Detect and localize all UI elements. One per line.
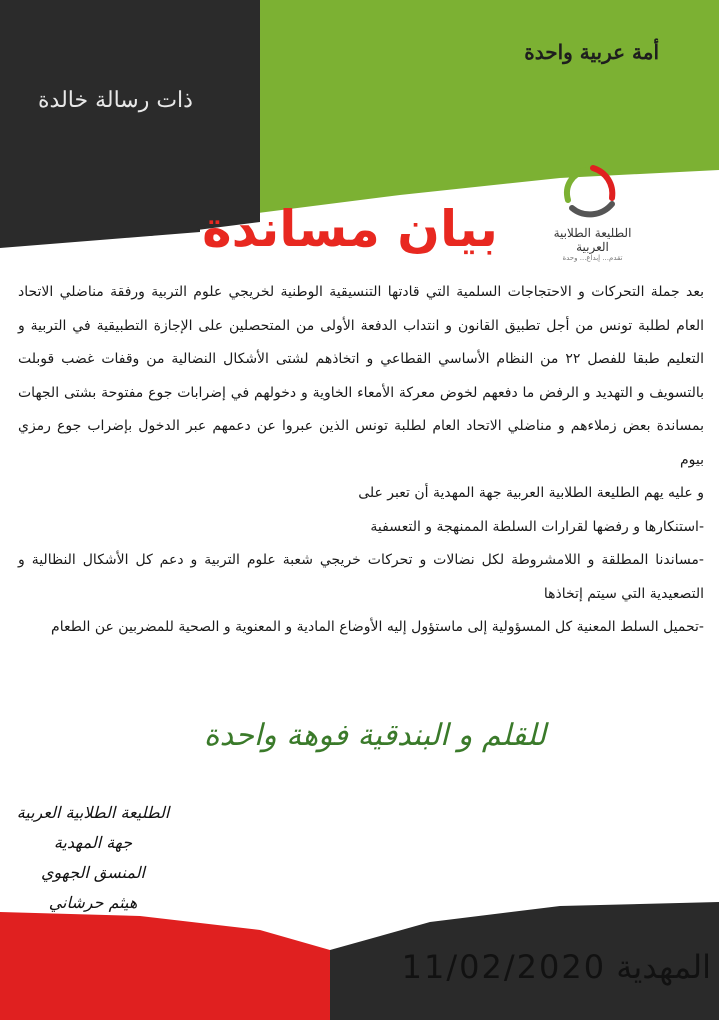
paragraph-position: و عليه يهم الطليعة الطلابية العربية جهة المهدية أن تعبر على: [358, 485, 704, 501]
slogan-arab-nation: أمة عربية واحدة: [524, 40, 659, 64]
signature-block: [3, 798, 183, 918]
signature-org: الطليعة الطلابية العربية: [16, 803, 170, 822]
footer-place-date: [384, 948, 711, 986]
statement-body: [18, 276, 704, 645]
page-title: بيان مساندة: [202, 200, 498, 258]
signature-role: المنسق الجهوي: [41, 863, 145, 882]
bottom-red-band: [0, 912, 330, 1020]
logo: [545, 162, 640, 272]
footer-date: 11/02/2020: [401, 948, 607, 986]
signature-name: هيثم حرشاني: [48, 893, 138, 912]
signature-region: جهة المهدية: [53, 833, 133, 852]
logo-name: الطليعة الطلابية العربية: [553, 226, 632, 254]
paragraph-point-3: -تحميل السلط المعنية كل المسؤولية إلى ماستؤول إليه الأوضاع المادية و المعنوية و الصحية للمضربين عن الطعام: [51, 619, 704, 635]
logo-emblem-icon: [558, 162, 628, 222]
footer-city: المهدية: [616, 948, 711, 986]
paragraph-point-1: -استنكارها و رفضها لقرارات السلطة الممنهجة و التعسفية: [370, 518, 704, 535]
paragraph-point-2: -مساندنا المطلقة و اللامشروطة لكل نضالات و تحركات خريجي شعبة علوم التربية و دعم كل الأشكال النظالية و التصعيدية التي سيتم إتخاذها: [18, 552, 704, 602]
slogan-eternal-message: ذات رسالة خالدة: [38, 88, 193, 113]
logo-subtitle: تقدم... إبداع... وحدة: [562, 254, 623, 262]
paragraph-intro: بعد جملة التحركات و الاحتجاجات السلمية التي قادتها التنسيقية الوطنية لخريجي علوم التربية ورفقة مناضلي الاتحاد العام لطلبة تونس من أجل تطبيق القانون و انتداب الدفعة الأولى من المتحصلين على الإجازة التطبيقية في التربية و التعليم طبقا للفصل ٢٢ من النظام الأساسي القطاعي و اتخاذهم لشتى الأشكال النضالية من وقفات غضب قوبلت بالتسويف و التهديد و الرفض ما دفعهم لخوض معركة الأمعاء الخاوية و دخولهم في إضرابات جوع مفتوحة بشتى الجهات بمساندة بعض زملاءهم و مناضلي الاتحاد العام لطلبة تونس الذين عبروا عن دعمهم عبر الدخول بإضراب جوع رمزي بيوم: [18, 284, 705, 468]
motto: للقلم و البندقية فوهة واحدة: [203, 718, 547, 753]
